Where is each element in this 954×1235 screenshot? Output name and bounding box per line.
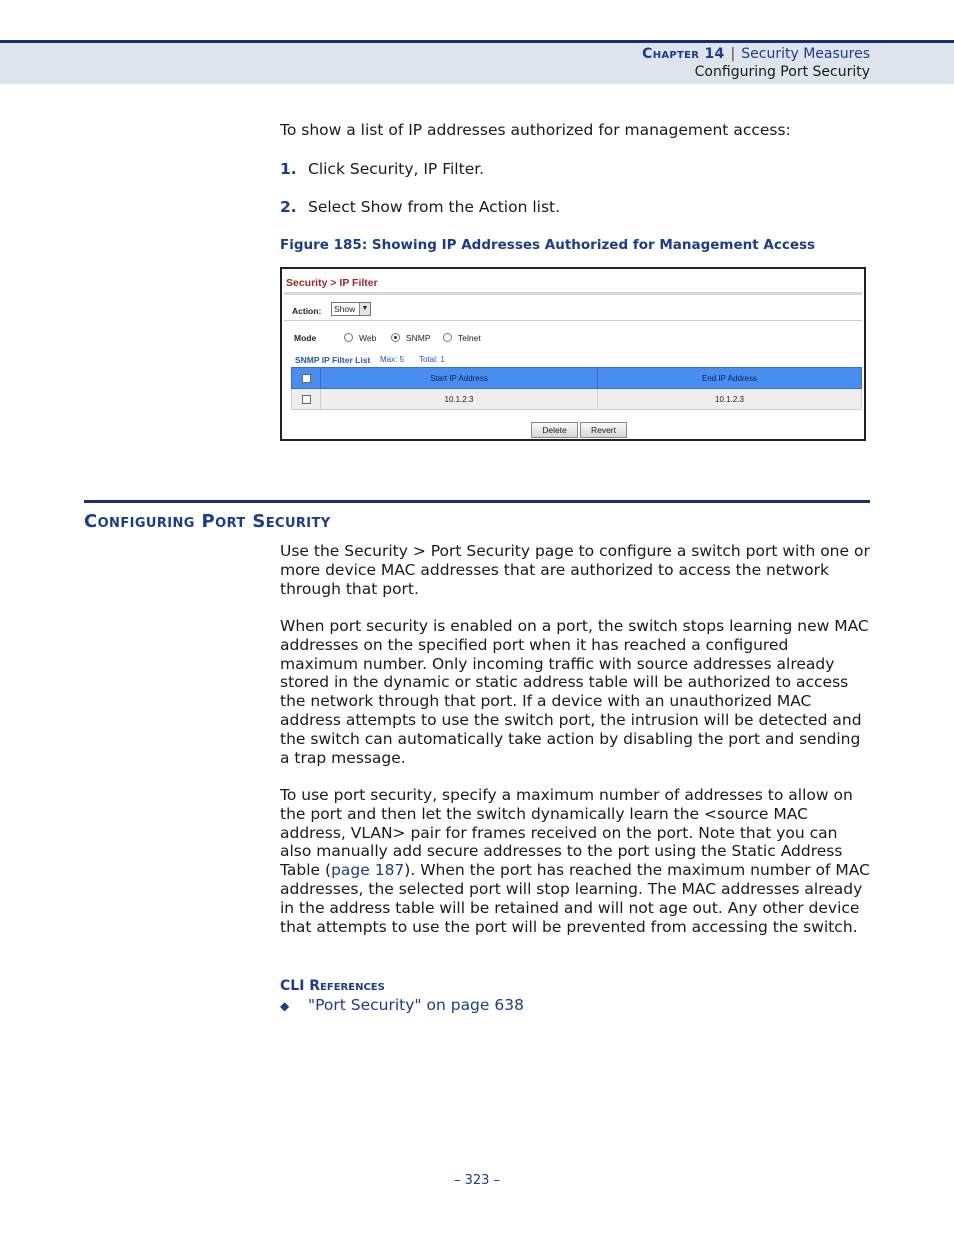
paragraph-3-text-a: To use port security, specify a maximum number of addresses to allow on the port and then let the switch dynamically learn the <source MAC address, VLAN> pair for frames received on the port. Note that you can also manually add secure addresses to the port using the Static Address Table (: [280, 786, 853, 880]
column-header-start-ip: Start IP Address: [321, 368, 598, 389]
mode-snmp-radio[interactable]: [391, 333, 400, 342]
running-header-subsection: Configuring Port Security: [694, 64, 870, 80]
chapter-label: Chapter 14: [642, 46, 725, 62]
section-title: Configuring Port Security: [84, 511, 331, 532]
start-ip-cell: 10.1.2.3: [321, 389, 598, 410]
revert-button[interactable]: Revert: [580, 422, 627, 438]
ip-filter-screenshot: [280, 267, 866, 441]
header-separator: |: [730, 46, 736, 62]
row-checkbox[interactable]: [302, 395, 311, 404]
select-all-cell: [292, 368, 321, 389]
step-number: 1.: [280, 160, 297, 178]
cli-reference-item: [280, 996, 524, 1014]
list-total: Total: 1: [419, 355, 445, 364]
paragraph-3-text-b: ). When the port has reached the maximum number of MAC addresses, the selected port will stop learning. The MAC addresses already in the address table will be retained and will not age out. Any other device that attempts to use the port will be prevented from accessing the switch.: [280, 861, 870, 936]
diamond-bullet-icon: ◆: [280, 999, 290, 1013]
cli-references-heading: CLI References: [280, 978, 385, 994]
list-max: Max: 5: [380, 355, 405, 364]
mode-snmp-label: SNMP: [406, 333, 431, 343]
chevron-down-icon: ▼: [359, 303, 370, 315]
step-2: [280, 198, 870, 217]
paragraph-1: Use the Security > Port Security page to configure a switch port with one or more device MAC addresses that are authorized to access the network through that port.: [280, 542, 870, 598]
divider: [284, 292, 862, 295]
mode-label: Mode: [294, 333, 317, 343]
running-header-chapter: [642, 46, 870, 62]
mode-telnet-radio[interactable]: [443, 333, 452, 342]
paragraph-2: When port security is enabled on a port, the switch stops learning new MAC addresses on the specified port when it has reached a configured maximum number. Only incoming traffic with source addresses already stored in the dynamic or static address table will be authorized to access the network through that port. If a device with an unauthorized MAC address attempts to use the switch port, the intrusion will be detected and the switch can automatically take action by disabling the port and sending a trap message.: [280, 617, 869, 767]
action-select[interactable]: [331, 302, 371, 316]
row-select-cell: [292, 389, 321, 410]
divider: [284, 320, 862, 321]
step-text: Select Show from the Action list.: [308, 198, 561, 216]
breadcrumb: Security > IP Filter: [286, 277, 378, 289]
section-rule: [84, 500, 870, 503]
step-number: 2.: [280, 198, 297, 216]
end-ip-cell: 10.1.2.3: [598, 389, 862, 410]
page-number: – 323 –: [453, 1173, 501, 1188]
action-select-value: Show: [334, 304, 356, 314]
ip-filter-table: [291, 367, 862, 410]
port-security-link[interactable]: "Port Security" on page 638: [308, 996, 524, 1014]
paragraph-3: [280, 786, 870, 936]
action-label: Action:: [292, 306, 322, 316]
step-1: [280, 160, 870, 179]
mode-web-label: Web: [359, 333, 377, 343]
table-row: [292, 389, 862, 410]
intro-paragraph: To show a list of IP addresses authorized for management access:: [280, 121, 791, 139]
figure-caption: Figure 185: Showing IP Addresses Authorized for Management Access: [280, 237, 816, 253]
section-label: Security Measures: [741, 46, 870, 62]
step-text: Click Security, IP Filter.: [308, 160, 485, 178]
mode-telnet-label: Telnet: [458, 333, 481, 343]
select-all-checkbox[interactable]: [302, 374, 311, 383]
page-187-link[interactable]: page 187: [331, 861, 405, 880]
table-header-row: [292, 368, 862, 389]
delete-button[interactable]: Delete: [531, 422, 578, 438]
column-header-end-ip: End IP Address: [598, 368, 862, 389]
mode-web-radio[interactable]: [344, 333, 353, 342]
list-title: SNMP IP Filter List: [295, 355, 371, 365]
